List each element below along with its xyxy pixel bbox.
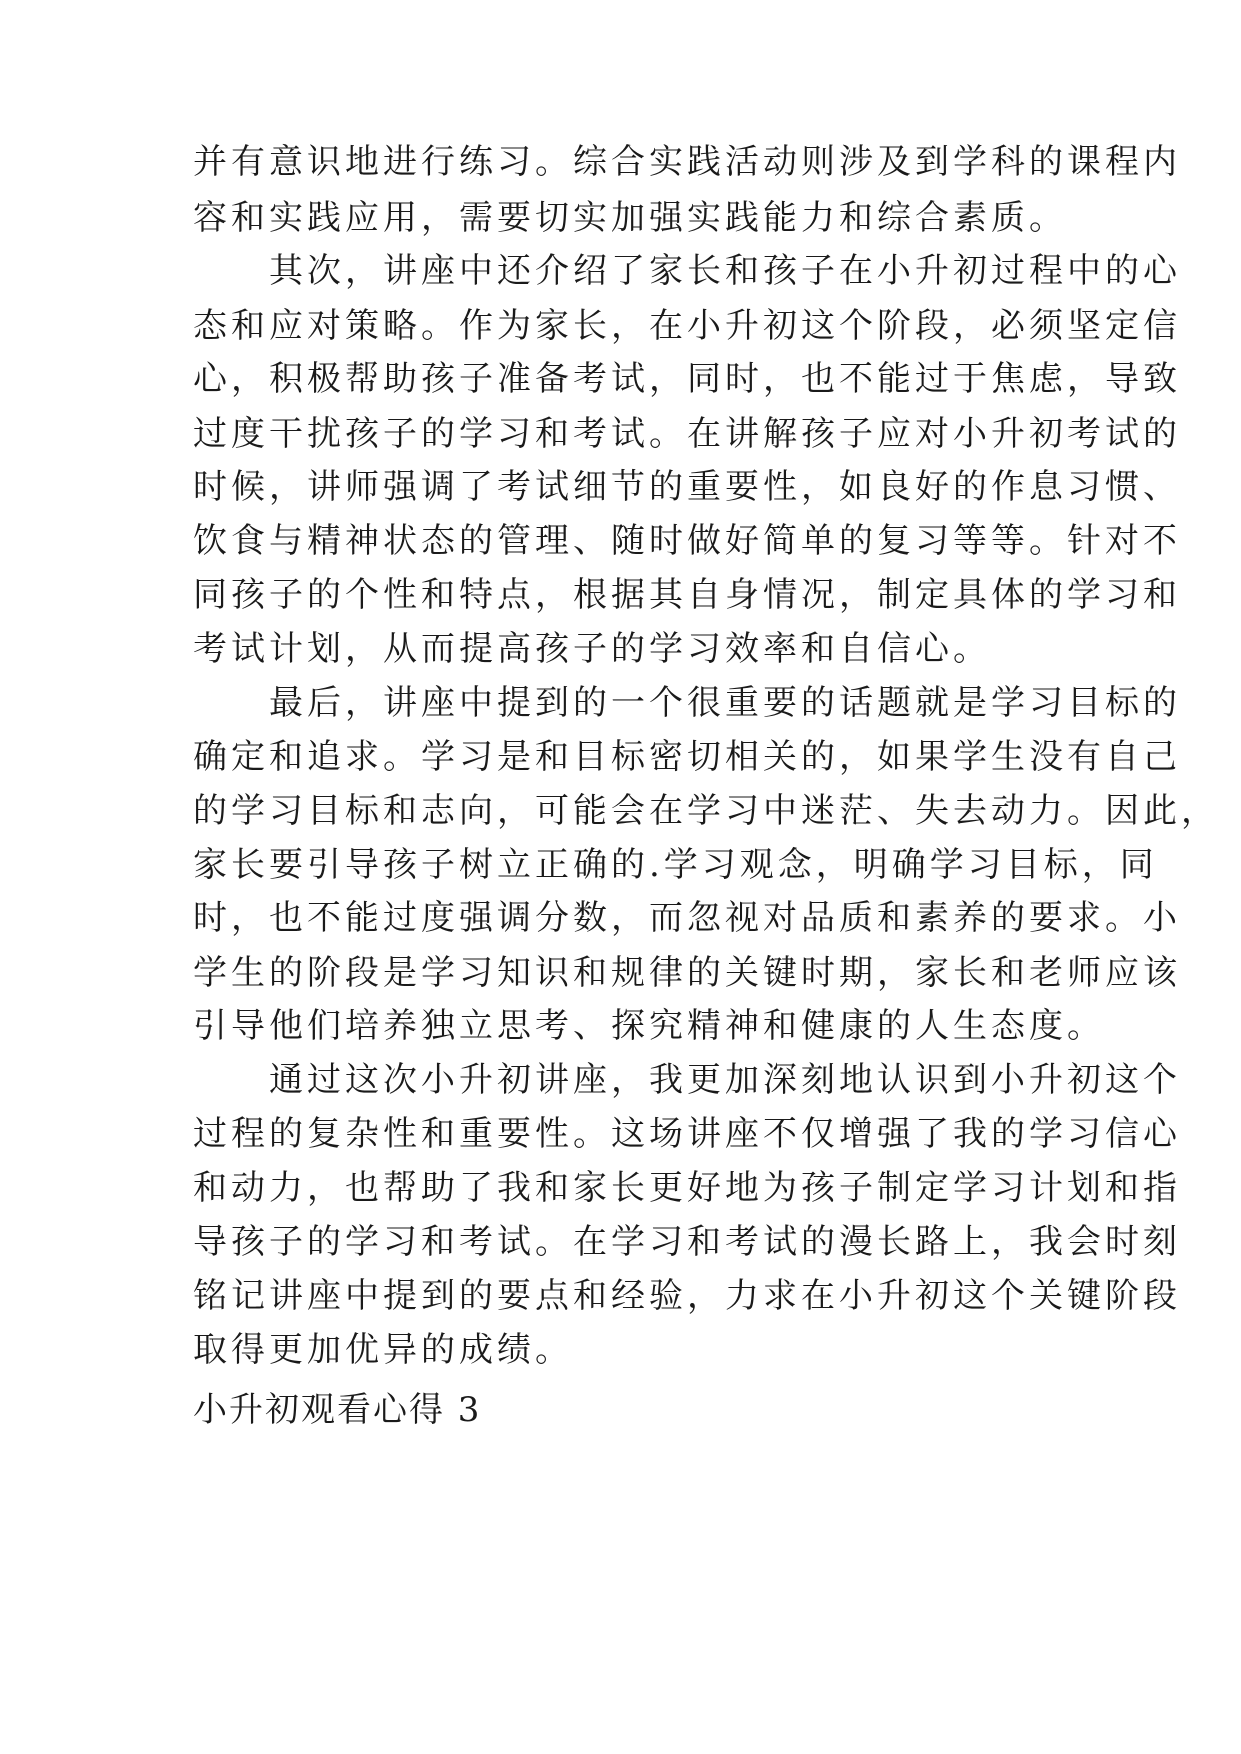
text-line: 考试计划，从而提高孩子的学习效率和自信心。: [193, 629, 991, 669]
text-line: 态和应对策略。作为家长，在小升初这个阶段，必须坚定信: [193, 306, 1181, 346]
text-line: 最后，讲座中提到的一个很重要的话题就是学习目标的: [193, 683, 1181, 723]
text-line: 确定和追求。学习是和目标密切相关的，如果学生没有自己: [193, 737, 1181, 777]
section-heading: 小升初观看心得 3: [193, 1390, 482, 1430]
text-line: 时，也不能过度强调分数，而忽视对品质和素养的要求。小: [193, 898, 1181, 938]
text-line: 其次，讲座中还介绍了家长和孩子在小升初过程中的心: [193, 251, 1181, 291]
text-line: 饮食与精神状态的管理、随时做好简单的复习等等。针对不: [193, 521, 1181, 561]
text-line: 导孩子的学习和考试。在学习和考试的漫长路上，我会时刻: [193, 1222, 1181, 1262]
text-line: 过度干扰孩子的学习和考试。在讲解孩子应对小升初考试的: [193, 414, 1181, 454]
text-line: 取得更加优异的成绩。: [193, 1330, 573, 1370]
text-line: 过程的复杂性和重要性。这场讲座不仅增强了我的学习信心: [193, 1114, 1181, 1154]
text-line: 学生的阶段是学习知识和规律的关键时期，家长和老师应该: [193, 953, 1181, 993]
text-line: 容和实践应用，需要切实加强实践能力和综合素质。: [193, 198, 1067, 238]
text-line: 同孩子的个性和特点，根据其自身情况，制定具体的学习和: [193, 575, 1181, 615]
text-line: 引导他们培养独立思考、探究精神和健康的人生态度。: [193, 1006, 1105, 1046]
text-line: 的学习目标和志向，可能会在学习中迷茫、失去动力。因此，: [193, 791, 1219, 831]
text-line: 时候，讲师强调了考试细节的重要性，如良好的作息习惯、: [193, 467, 1181, 507]
text-line: 通过这次小升初讲座，我更加深刻地认识到小升初这个: [193, 1060, 1181, 1100]
text-line: 和动力，也帮助了我和家长更好地为孩子制定学习计划和指: [193, 1168, 1181, 1208]
text-line: 心，积极帮助孩子准备考试，同时，也不能过于焦虑，导致: [193, 359, 1181, 399]
text-line: 铭记讲座中提到的要点和经验，力求在小升初这个关键阶段: [193, 1276, 1181, 1316]
text-line: 家长要引导孩子树立正确的.学习观念，明确学习目标，同: [193, 845, 1158, 885]
text-line: 并有意识地进行练习。综合实践活动则涉及到学科的课程内: [193, 142, 1181, 182]
